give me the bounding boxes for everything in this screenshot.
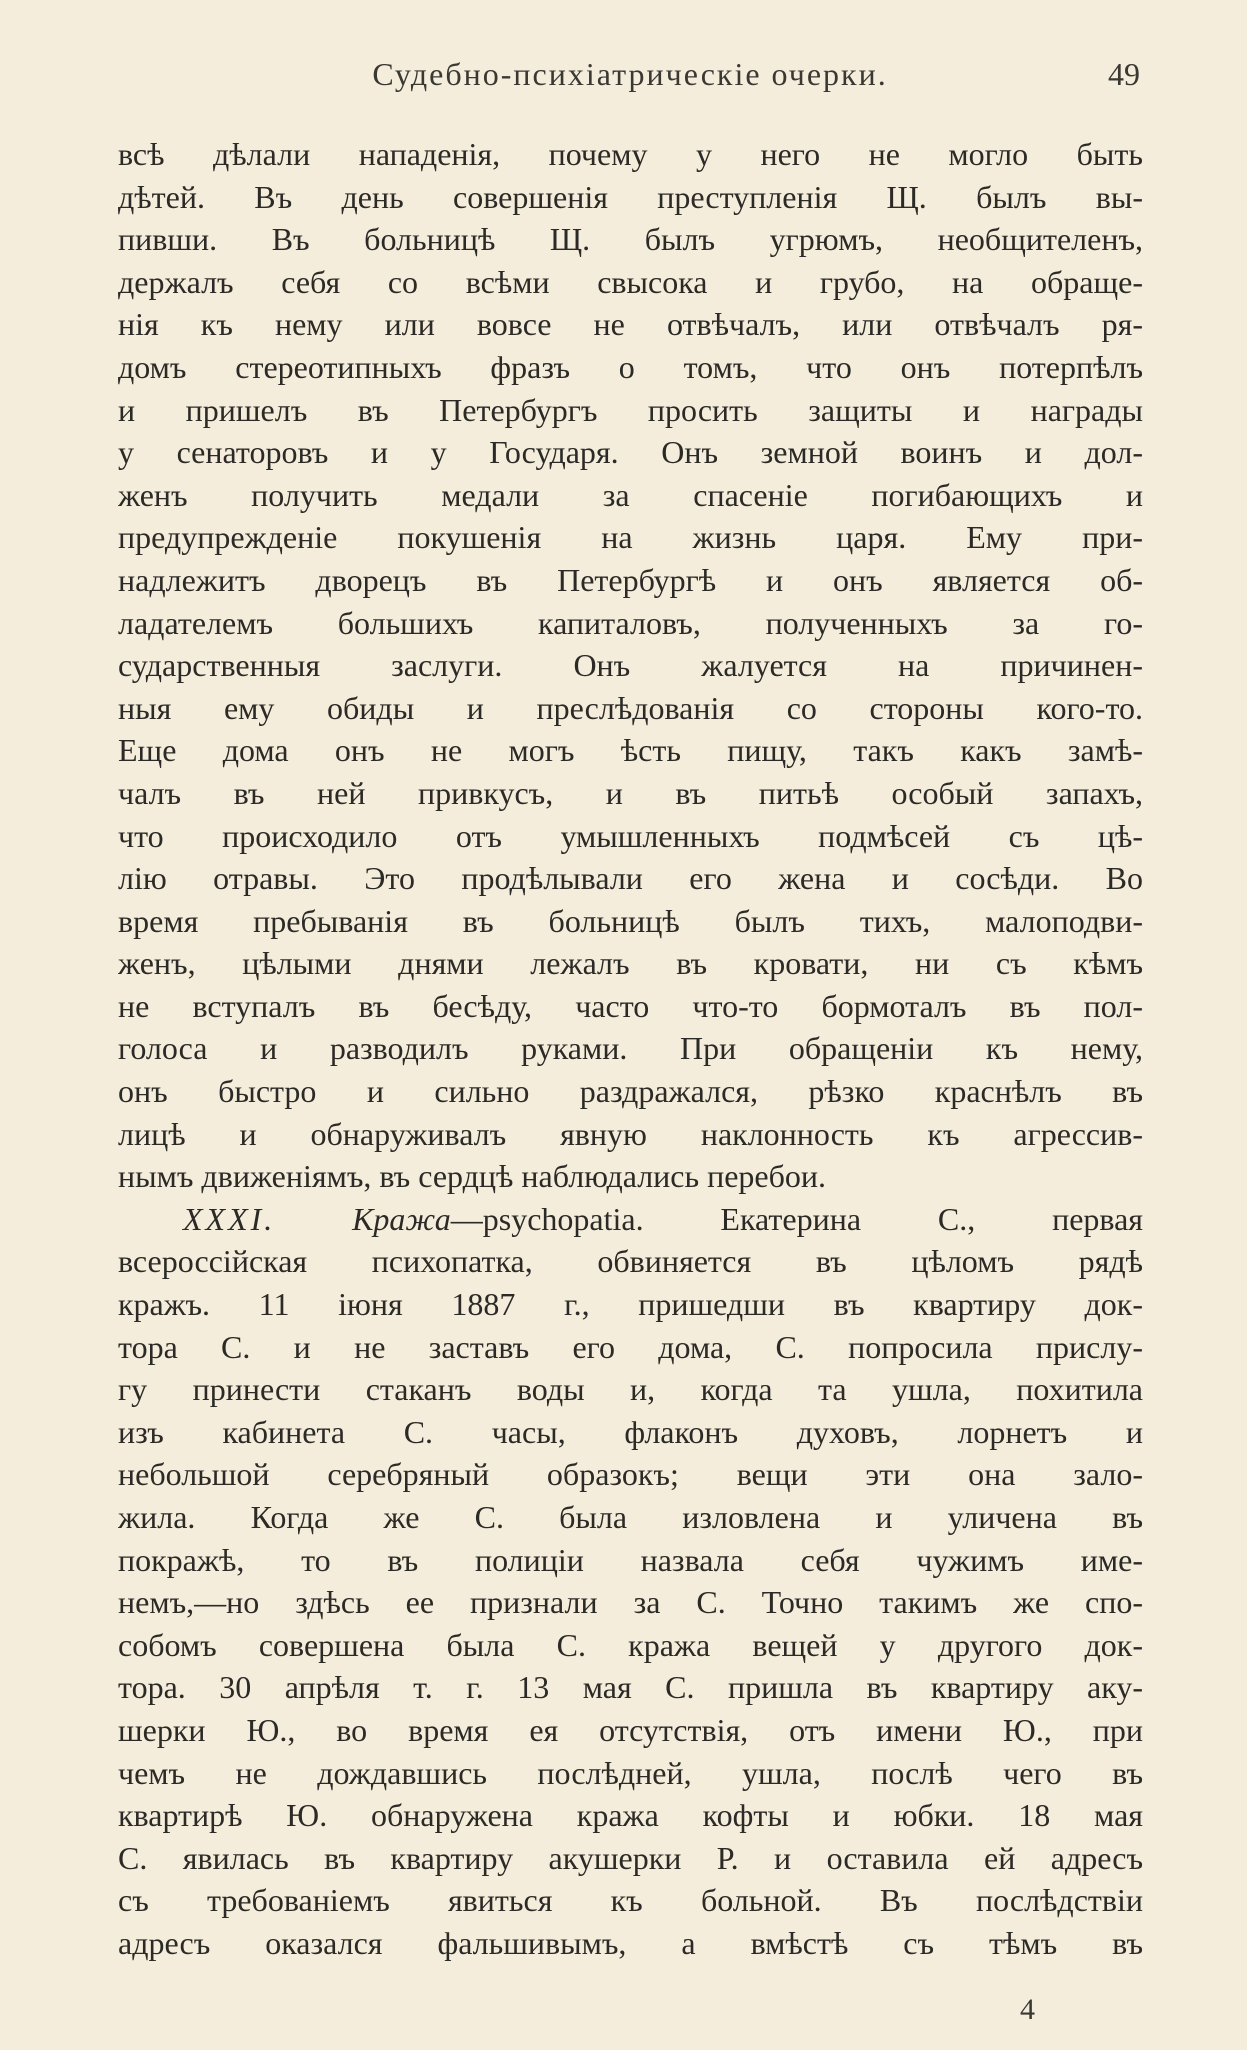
text-line: голоса и разводилъ руками. При обращеніи къ нему, bbox=[118, 1030, 1143, 1067]
text-line: держалъ себя со всѣми свысока и грубо, на обраще- bbox=[118, 263, 1143, 300]
text-line: женъ, цѣлыми днями лежалъ въ кровати, ни съ кѣмъ bbox=[118, 945, 1143, 982]
text-line: и пришелъ въ Петербургъ просить защиты и награды bbox=[118, 391, 1143, 428]
text-line: съ требованіемъ явиться къ больной. Въ послѣдствіи bbox=[118, 1882, 1143, 1919]
text-line: небольшой серебряный образокъ; вещи эти она зало- bbox=[118, 1456, 1143, 1493]
text-line: жила. Когда же С. была изловлена и уличена въ bbox=[118, 1499, 1143, 1535]
section-heading-rest: —psychopatia. Екатерина С., первая bbox=[450, 1200, 1143, 1237]
text-line: женъ получить медали за спасеніе погибающихъ и bbox=[118, 476, 1143, 513]
page-header bbox=[120, 52, 1140, 96]
text-line: нія къ нему или вовсе не отвѣчалъ, или отвѣчалъ ря- bbox=[118, 306, 1143, 343]
body-text bbox=[118, 133, 1143, 1965]
text-line: С. явилась въ квартиру акушерки Р. и оставила ей адресъ bbox=[118, 1839, 1143, 1876]
text-line: изъ кабинета С. часы, флаконъ духовъ, лорнетъ и bbox=[118, 1413, 1143, 1450]
text-line: собомъ совершена была С. кража вещей у другого док- bbox=[118, 1626, 1143, 1663]
text-line: покражѣ, то въ полиціи назвала себя чужимъ име- bbox=[118, 1541, 1143, 1578]
text-line: нымъ движеніямъ, въ сердцѣ наблюдались перебои. bbox=[118, 1158, 827, 1195]
text-line: ладателемъ большихъ капиталовъ, полученныхъ за го- bbox=[118, 604, 1143, 641]
text-line: лицѣ и обнаруживалъ явную наклонность къ агрессив- bbox=[118, 1115, 1143, 1152]
text-line: всероссійская психопатка, обвиняется въ цѣломъ рядѣ bbox=[118, 1243, 1143, 1280]
text-line: гу принести стаканъ воды и, когда та ушла, похитила bbox=[118, 1371, 1143, 1408]
text-line: дѣтей. Въ день совершенія преступленія Щ. былъ вы- bbox=[118, 178, 1143, 215]
text-line: чемъ не дождавшись послѣдней, ушла, послѣ чего въ bbox=[118, 1754, 1143, 1791]
text-line: чалъ въ ней привкусъ, и въ питьѣ особый запахъ, bbox=[118, 774, 1143, 811]
page-number: 49 bbox=[1108, 56, 1140, 92]
text-line: лію отравы. Это продѣлывали его жена и сосѣди. Во bbox=[118, 860, 1143, 897]
section-heading-line bbox=[118, 1198, 1143, 1241]
text-line: квартирѣ Ю. обнаружена кража кофты и юбки. 18 мая bbox=[118, 1797, 1143, 1834]
text-line: не вступалъ въ бесѣду, часто что-то бормоталъ въ пол- bbox=[118, 987, 1143, 1024]
text-line: сударственныя заслуги. Онъ жалуется на причинен- bbox=[118, 647, 1143, 684]
text-line: надлежитъ дворецъ въ Петербургѣ и онъ является об- bbox=[118, 561, 1143, 598]
section-number: XXXI. bbox=[183, 1200, 276, 1237]
text-line: у сенаторовъ и у Государя. Онъ земной воинъ и дол- bbox=[118, 434, 1143, 471]
text-line: пивши. Въ больницѣ Щ. былъ угрюмъ, необщителенъ, bbox=[118, 221, 1143, 258]
signature-mark: 4 bbox=[1020, 1993, 1035, 2026]
text-line: Еще дома онъ не могъ ѣсть пищу, такъ какъ замѣ- bbox=[118, 732, 1143, 769]
section-title: Кража bbox=[352, 1200, 451, 1237]
text-line: предупрежденіе покушенія на жизнь царя. Ему при- bbox=[118, 519, 1143, 556]
text-line: время пребыванія въ больницѣ былъ тихъ, малоподви- bbox=[118, 902, 1143, 939]
text-line: ныя ему обиды и преслѣдованія со стороны кого-то. bbox=[118, 689, 1143, 726]
text-line: немъ,—но здѣсь ее признали за С. Точно такимъ же спо- bbox=[118, 1584, 1143, 1621]
text-line: что происходило отъ умышленныхъ подмѣсей съ цѣ- bbox=[118, 817, 1143, 854]
running-title: Судебно-психіатрическіе очерки. bbox=[372, 56, 888, 92]
text-line: домъ стереотипныхъ фразъ о томъ, что онъ потерпѣлъ bbox=[118, 348, 1143, 385]
text-line: адресъ оказался фальшивымъ, а вмѣстѣ съ тѣмъ въ bbox=[118, 1924, 1143, 1961]
text-line: всѣ дѣлали нападенія, почему у него не могло быть bbox=[118, 136, 1143, 172]
text-line: шерки Ю., во время ея отсутствія, отъ имени Ю., при bbox=[118, 1711, 1143, 1748]
text-line: онъ быстро и сильно раздражался, рѣзко краснѣлъ въ bbox=[118, 1073, 1143, 1110]
text-line: тора. 30 апрѣля т. г. 13 мая С. пришла въ квартиру аку- bbox=[118, 1669, 1143, 1706]
text-line: тора С. и не заставъ его дома, С. попросила прислу- bbox=[118, 1328, 1143, 1365]
text-line: кражъ. 11 іюня 1887 г., пришедши въ квартиру док- bbox=[118, 1286, 1143, 1323]
